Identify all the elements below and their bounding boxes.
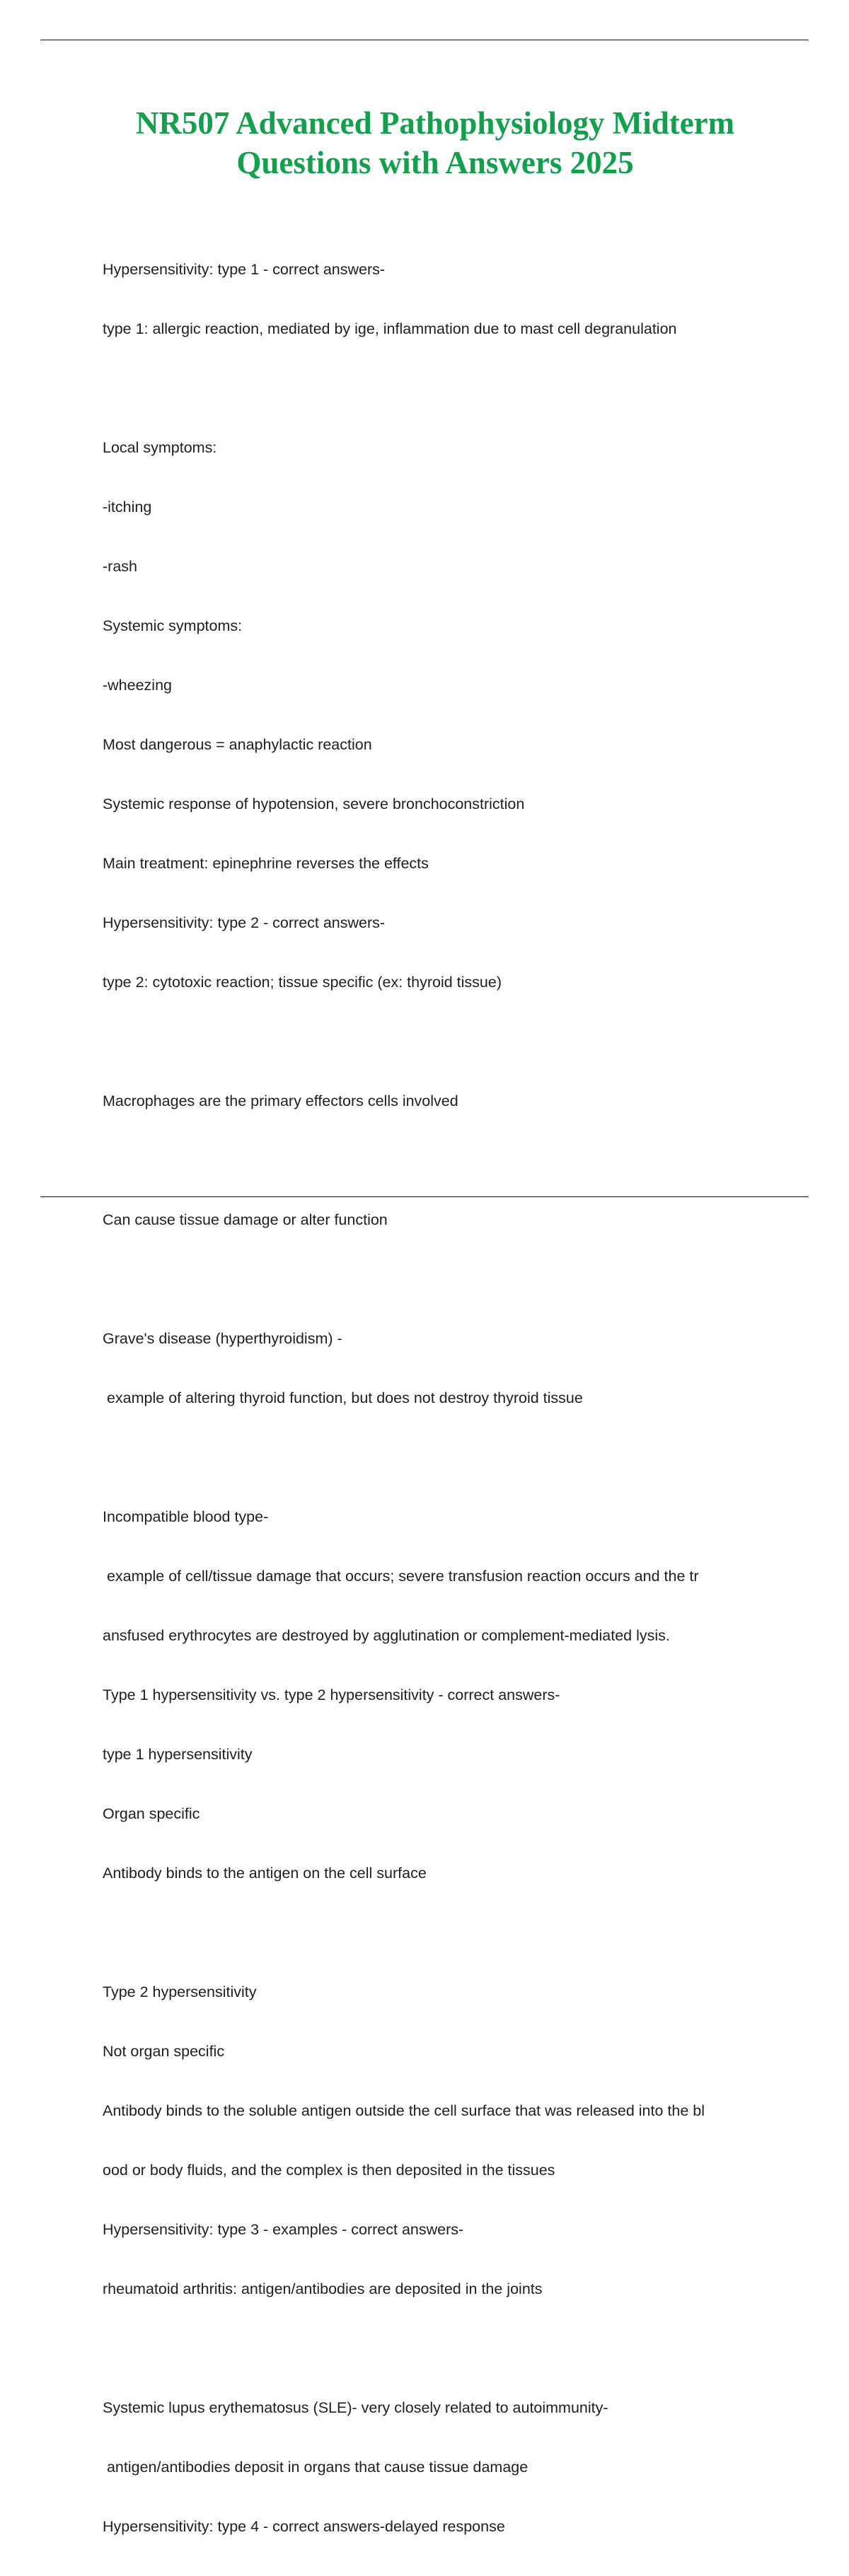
body-line: ood or body fluids, and the complex is then deposited in the tissues [103, 2162, 555, 2179]
body-line: type 1: allergic reaction, mediated by ige, inflammation due to mast cell degranulation [103, 320, 677, 337]
body-line: Type 2 hypersensitivity [103, 1983, 257, 2000]
body-line [103, 1447, 810, 1467]
body-line [103, 1923, 810, 1942]
body-line: Main treatment: epinephrine reverses the effects [103, 855, 429, 872]
body-line: antigen/antibodies deposit in organs that cause tissue damage [103, 2459, 529, 2476]
body-line: Antibody binds to the antigen on the cell surface [103, 1865, 427, 1882]
body-line: type 2: cytotoxic reaction; tissue specific (ex: thyroid tissue) [103, 974, 502, 991]
body-line [103, 378, 810, 398]
body-line: example of altering thyroid function, but does not destroy thyroid tissue [103, 1389, 583, 1406]
body-line: Systemic symptoms: [103, 617, 243, 634]
body-line: Grave's disease (hyperthyroidism) - [103, 1330, 342, 1347]
title-line-2: Questions with Answers 2025 [236, 145, 634, 180]
body-line [103, 2338, 810, 2358]
body-line: Antibody binds to the soluble antigen outside the cell surface that was released into the bl [103, 2102, 705, 2119]
body-line: type 1 hypersensitivity [103, 1746, 253, 1763]
bottom-rule [40, 1196, 809, 1197]
body-line: ansfused erythrocytes are destroyed by agglutination or complement-mediated lysis. [103, 1627, 670, 1644]
document-title [42, 103, 828, 182]
body-line: Hypersensitivity: type 3 - examples - correct answers- [103, 2221, 464, 2238]
body-line: Most dangerous = anaphylactic reaction [103, 736, 372, 753]
body-line: Hypersensitivity: type 4 - correct answers-delayed response [103, 2518, 505, 2535]
body-line [103, 1150, 810, 1170]
body-line: example of cell/tissue damage that occurs; severe transfusion reaction occurs and the tr [103, 1568, 699, 1585]
body-line: Systemic response of hypotension, severe bronchoconstriction [103, 795, 525, 812]
body-line [103, 1269, 810, 1289]
body-line: rheumatoid arthritis: antigen/antibodies are deposited in the joints [103, 2280, 543, 2297]
body-line: -rash [103, 558, 137, 575]
body-line: Incompatible blood type- [103, 1508, 269, 1525]
body-line: -itching [103, 499, 152, 515]
body-line: Macrophages are the primary effectors cells involved [103, 1092, 458, 1109]
body-line [103, 1032, 810, 1051]
body-line: -wheezing [103, 677, 172, 694]
body-line: Hypersensitivity: type 2 - correct answers- [103, 914, 386, 931]
body-line: Organ specific [103, 1805, 200, 1822]
body-line: Systemic lupus erythematosus (SLE)- very closely related to autoimmunity- [103, 2399, 608, 2416]
body-line: Not organ specific [103, 2043, 225, 2060]
body-line: Type 1 hypersensitivity vs. type 2 hypersensitivity - correct answers- [103, 1686, 560, 1703]
title-line-1: NR507 Advanced Pathophysiology Midterm [135, 105, 735, 141]
document-body [103, 220, 810, 2576]
body-line: Local symptoms: [103, 439, 217, 456]
body-line: Hypersensitivity: type 1 - correct answers- [103, 261, 386, 278]
body-line: Can cause tissue damage or alter function [103, 1211, 388, 1228]
